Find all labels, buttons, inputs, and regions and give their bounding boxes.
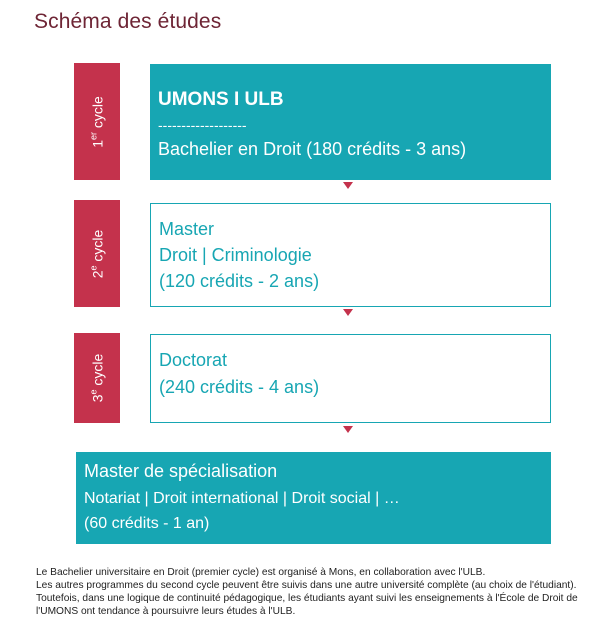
cycle-number: 3: [89, 394, 106, 403]
footnote-paragraph-1: Le Bachelier universitaire en Droit (premier cycle) est organisé à Mons, en collaboration avec l'ULB.: [36, 567, 486, 578]
cycle-number: 2: [89, 270, 106, 278]
master-box: [150, 203, 551, 307]
cycle-word: cycle: [89, 95, 106, 128]
page-title: Schéma des études: [34, 10, 222, 33]
doctorate-title: Doctorat: [159, 350, 228, 370]
specialisation-fields: Notariat | Droit international | Droit social | …: [84, 490, 400, 507]
bachelor-heading: UMONS I ULB: [158, 89, 284, 110]
cycle-word: cycle: [89, 229, 106, 262]
specialisation-credits: (60 crédits - 1 an): [84, 515, 210, 532]
cycle-tab-3: [74, 333, 120, 423]
footnote-paragraph-2: Les autres programmes du second cycle peuvent être suivis dans une autre université complète (au choix de l'étudiant). Toutefois, dans une logique de continuité pédagogique, les étudiants ayant suivi les enseignements à l'École de Droit de l'UMONS ont tendance à poursuivre leurs études à l'ULB.: [36, 580, 578, 617]
footnote: [36, 566, 602, 618]
master-title: Master: [159, 219, 215, 239]
arrow-down-icon: [343, 182, 353, 189]
cycle-ordinal: e: [88, 389, 99, 395]
cycle-label-2: [89, 229, 106, 278]
specialisation-title: Master de spécialisation: [84, 461, 278, 481]
cycle-tab-2: [74, 200, 120, 307]
cycle-ordinal: er: [88, 131, 99, 140]
bachelor-program: Bachelier en Droit (180 crédits - 3 ans): [158, 139, 467, 159]
cycle-number: 1: [89, 139, 106, 148]
master-credits: (120 crédits - 2 ans): [159, 271, 320, 291]
master-fields: Droit | Criminologie: [159, 245, 312, 265]
cycle-tab-1: [74, 63, 120, 180]
bachelor-divider: -------------------: [158, 117, 247, 133]
cycle-ordinal: e: [88, 264, 99, 271]
doctorate-box: [150, 334, 551, 423]
bachelor-box: [150, 64, 551, 180]
arrow-down-icon: [343, 309, 353, 316]
arrow-down-icon: [343, 426, 353, 433]
specialisation-box: [76, 452, 551, 544]
doctorate-credits: (240 crédits - 4 ans): [159, 377, 320, 397]
cycle-label-1: [89, 96, 106, 148]
cycle-word: cycle: [89, 353, 106, 386]
cycle-label-3: [89, 354, 106, 403]
